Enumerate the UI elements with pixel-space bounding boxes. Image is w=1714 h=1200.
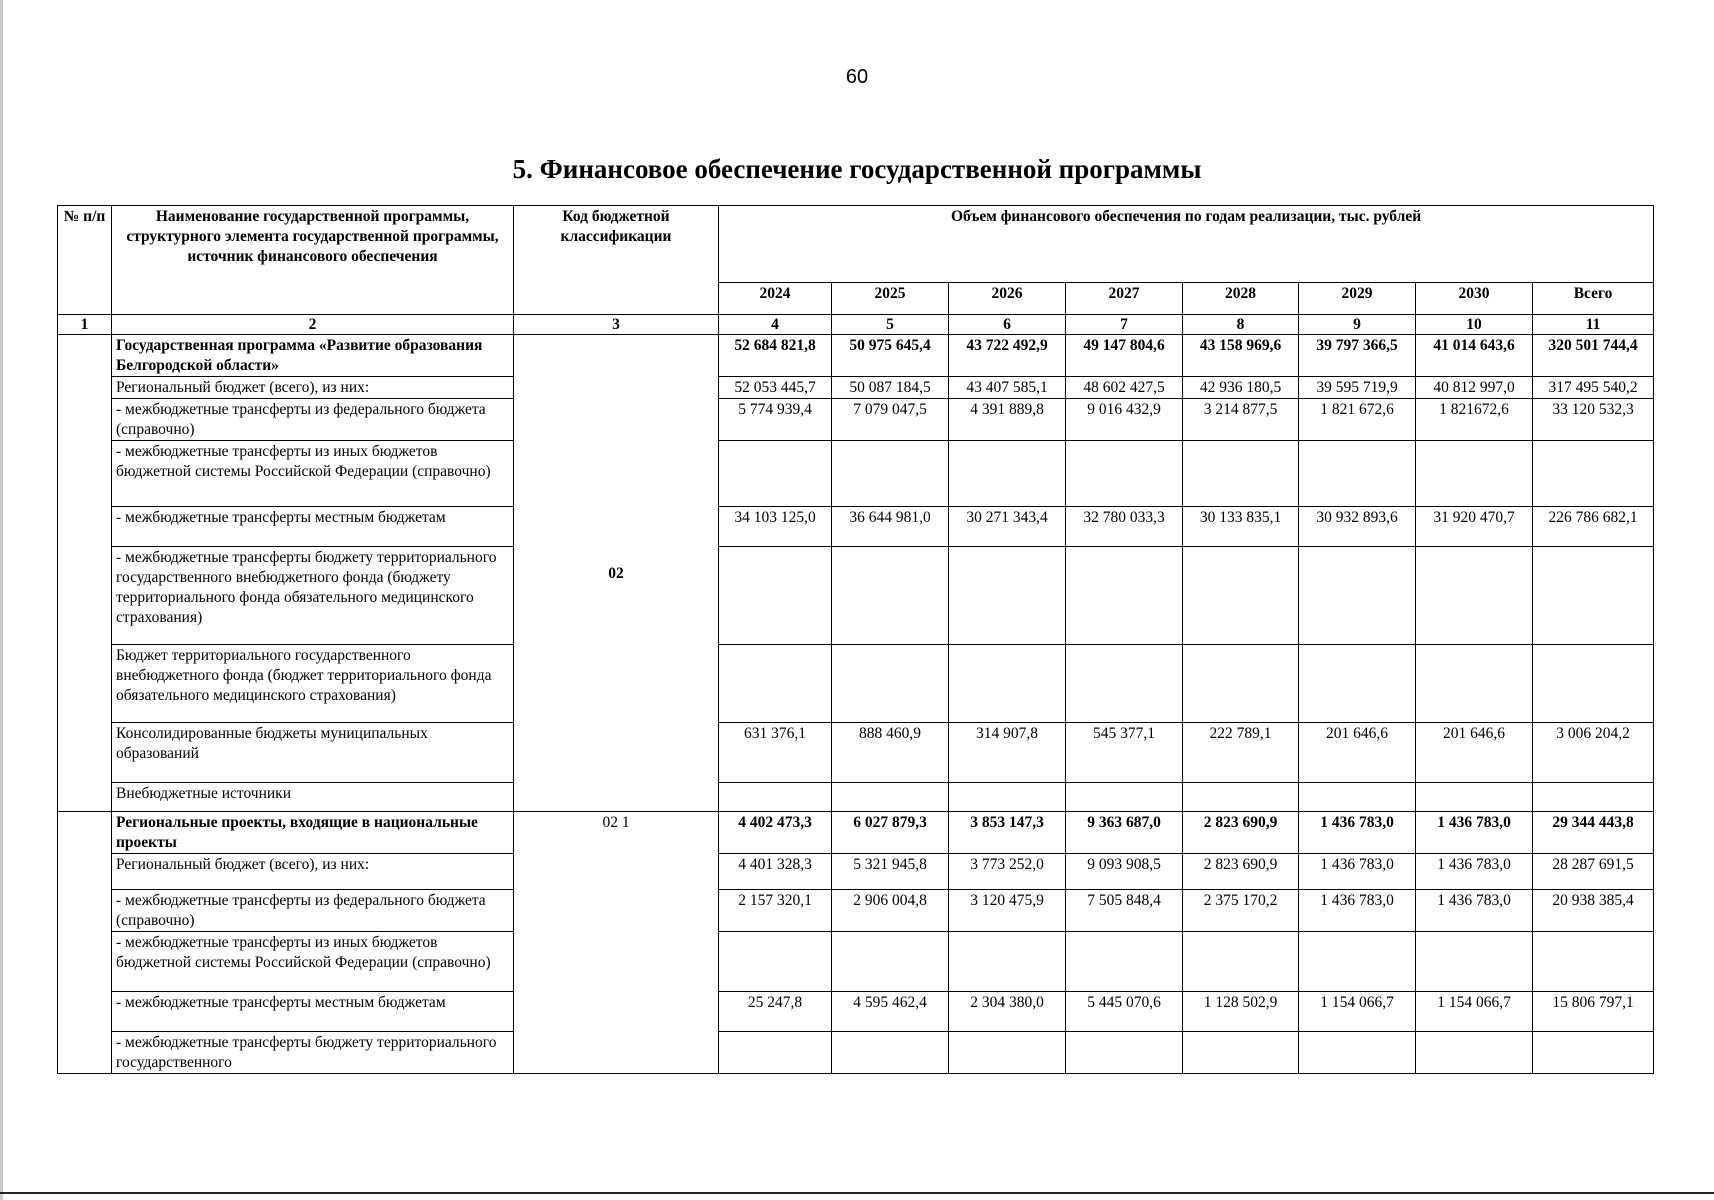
table-row <box>58 812 1654 854</box>
year-value: 201 646,6 <box>1416 723 1533 783</box>
year-value: 42 936 180,5 <box>1183 377 1299 399</box>
year-value <box>1416 783 1533 812</box>
column-index: 4 <box>719 315 832 335</box>
year-value <box>949 645 1066 723</box>
year-value: 4 595 462,4 <box>832 992 949 1032</box>
table-row <box>58 645 1654 723</box>
row-number-cell <box>58 812 112 1074</box>
year-value <box>1416 441 1533 507</box>
year-value: 1 436 783,0 <box>1416 890 1533 932</box>
column-index: 10 <box>1416 315 1533 335</box>
year-value: 30 932 893,6 <box>1299 507 1416 547</box>
year-value: 9 093 908,5 <box>1066 854 1183 890</box>
year-value: 222 789,1 <box>1183 723 1299 783</box>
total-value: 20 938 385,4 <box>1533 890 1654 932</box>
table-row <box>58 723 1654 783</box>
table-row <box>58 335 1654 377</box>
year-value: 3 853 147,3 <box>949 812 1066 854</box>
section-program <box>58 335 1654 812</box>
budget-code: 02 <box>514 335 719 812</box>
year-value: 9 016 432,9 <box>1066 399 1183 441</box>
year-value <box>1066 1032 1183 1074</box>
year-value: 1 128 502,9 <box>1183 992 1299 1032</box>
total-value <box>1533 1032 1654 1074</box>
total-value <box>1533 932 1654 992</box>
table-row <box>58 507 1654 547</box>
year-value <box>1416 645 1533 723</box>
year-value <box>1183 1032 1299 1074</box>
year-value <box>1299 441 1416 507</box>
source-name: Государственная программа «Развитие образования Белгородской области» <box>112 335 514 377</box>
year-value: 41 014 643,6 <box>1416 335 1533 377</box>
total-value: 320 501 744,4 <box>1533 335 1654 377</box>
source-name: Региональные проекты, входящие в национальные проекты <box>112 812 514 854</box>
year-value: 36 644 981,0 <box>832 507 949 547</box>
table-row <box>58 992 1654 1032</box>
year-value <box>949 547 1066 645</box>
year-value: 7 505 848,4 <box>1066 890 1183 932</box>
year-value: 1 436 783,0 <box>1299 812 1416 854</box>
year-value: 2 375 170,2 <box>1183 890 1299 932</box>
total-value: 317 495 540,2 <box>1533 377 1654 399</box>
column-index: 9 <box>1299 315 1416 335</box>
total-value: 15 806 797,1 <box>1533 992 1654 1032</box>
source-name: - межбюджетные трансферты бюджету территориального государственного <box>112 1032 514 1074</box>
header-volume: Объем финансового обеспечения по годам реализации, тыс. рублей <box>719 206 1654 283</box>
source-name: - межбюджетные трансферты местным бюджетам <box>112 992 514 1032</box>
year-value <box>832 645 949 723</box>
year-value: 43 722 492,9 <box>949 335 1066 377</box>
year-value: 2 823 690,9 <box>1183 854 1299 890</box>
table-row <box>58 377 1654 399</box>
header-code: Код бюджетной классификации <box>514 206 719 315</box>
year-value: 4 402 473,3 <box>719 812 832 854</box>
year-value: 1 154 066,7 <box>1416 992 1533 1032</box>
table-row <box>58 932 1654 992</box>
table-row <box>58 547 1654 645</box>
source-name: Региональный бюджет (всего), из них: <box>112 854 514 890</box>
total-value: 28 287 691,5 <box>1533 854 1654 890</box>
column-index: 11 <box>1533 315 1654 335</box>
row-number-cell <box>58 335 112 812</box>
year-value <box>832 547 949 645</box>
year-value: 39 595 719,9 <box>1299 377 1416 399</box>
source-name: Внебюджетные источники <box>112 783 514 812</box>
year-value: 3 773 252,0 <box>949 854 1066 890</box>
total-value <box>1533 547 1654 645</box>
year-value <box>719 645 832 723</box>
year-value: 7 079 047,5 <box>832 399 949 441</box>
year-value <box>719 441 832 507</box>
year-value: 3 120 475,9 <box>949 890 1066 932</box>
year-value: 34 103 125,0 <box>719 507 832 547</box>
table-row <box>58 783 1654 812</box>
header-total: Всего <box>1533 283 1654 315</box>
year-value: 52 684 821,8 <box>719 335 832 377</box>
header-year: 2029 <box>1299 283 1416 315</box>
source-name: - межбюджетные трансферты из иных бюджетов бюджетной системы Российской Федерации (справочно) <box>112 932 514 992</box>
year-value: 1 154 066,7 <box>1299 992 1416 1032</box>
year-value <box>1416 932 1533 992</box>
year-value <box>832 1032 949 1074</box>
year-value <box>1183 547 1299 645</box>
year-value <box>719 1032 832 1074</box>
year-value <box>1183 783 1299 812</box>
scan-bottom-edge <box>0 1192 1714 1194</box>
total-value: 3 006 204,2 <box>1533 723 1654 783</box>
year-value: 1 821 672,6 <box>1299 399 1416 441</box>
table-row <box>58 854 1654 890</box>
year-value: 40 812 997,0 <box>1416 377 1533 399</box>
year-value: 1 436 783,0 <box>1416 854 1533 890</box>
year-value: 2 157 320,1 <box>719 890 832 932</box>
header-name: Наименование государственной программы, структурного элемента государственной программы, источник финансового обеспечения <box>112 206 514 315</box>
source-name: Консолидированные бюджеты муниципальных образований <box>112 723 514 783</box>
year-value: 5 445 070,6 <box>1066 992 1183 1032</box>
year-value: 1 436 783,0 <box>1299 890 1416 932</box>
year-value: 49 147 804,6 <box>1066 335 1183 377</box>
year-value <box>832 783 949 812</box>
year-value <box>1183 932 1299 992</box>
year-value: 1 436 783,0 <box>1416 812 1533 854</box>
year-value <box>832 441 949 507</box>
total-value: 226 786 682,1 <box>1533 507 1654 547</box>
column-index: 2 <box>112 315 514 335</box>
source-name: - межбюджетные трансферты из иных бюджетов бюджетной системы Российской Федерации (справочно) <box>112 441 514 507</box>
source-name: - межбюджетные трансферты из федерального бюджета (справочно) <box>112 399 514 441</box>
year-value <box>1066 645 1183 723</box>
header-year: 2025 <box>832 283 949 315</box>
year-value: 2 906 004,8 <box>832 890 949 932</box>
total-value <box>1533 441 1654 507</box>
table-row <box>58 399 1654 441</box>
year-value: 32 780 033,3 <box>1066 507 1183 547</box>
year-value <box>1066 547 1183 645</box>
year-value: 2 823 690,9 <box>1183 812 1299 854</box>
year-value <box>719 547 832 645</box>
header-year: 2024 <box>719 283 832 315</box>
table-row <box>58 1032 1654 1074</box>
year-value <box>1183 645 1299 723</box>
year-value: 43 407 585,1 <box>949 377 1066 399</box>
year-value <box>1066 932 1183 992</box>
year-value <box>1066 441 1183 507</box>
source-name: Региональный бюджет (всего), из них: <box>112 377 514 399</box>
column-index: 1 <box>58 315 112 335</box>
year-value: 888 460,9 <box>832 723 949 783</box>
year-value: 201 646,6 <box>1299 723 1416 783</box>
year-value: 1 821672,6 <box>1416 399 1533 441</box>
page-title: 5. Финансовое обеспечение государственной программы <box>512 154 1202 184</box>
year-value: 39 797 366,5 <box>1299 335 1416 377</box>
section-regional-projects <box>58 812 1654 1074</box>
year-value <box>1299 645 1416 723</box>
header-year: 2027 <box>1066 283 1183 315</box>
year-value: 43 158 969,6 <box>1183 335 1299 377</box>
source-name: Бюджет территориального государственного внебюджетного фонда (бюджет территориального фонда обязательного медицинского страхования) <box>112 645 514 723</box>
year-value <box>949 1032 1066 1074</box>
total-value: 29 344 443,8 <box>1533 812 1654 854</box>
year-value <box>1299 547 1416 645</box>
column-index: 8 <box>1183 315 1299 335</box>
year-value <box>1416 1032 1533 1074</box>
year-value: 2 304 380,0 <box>949 992 1066 1032</box>
year-value <box>1183 441 1299 507</box>
year-value <box>949 932 1066 992</box>
source-name: - межбюджетные трансферты местным бюджетам <box>112 507 514 547</box>
financing-table <box>57 205 1654 1074</box>
year-value: 314 907,8 <box>949 723 1066 783</box>
column-index: 6 <box>949 315 1066 335</box>
column-index: 3 <box>514 315 719 335</box>
year-value <box>1299 932 1416 992</box>
total-value <box>1533 783 1654 812</box>
year-value: 31 920 470,7 <box>1416 507 1533 547</box>
year-value: 545 377,1 <box>1066 723 1183 783</box>
table-header <box>58 206 1654 335</box>
header-num: № п/п <box>58 206 112 315</box>
year-value <box>1416 547 1533 645</box>
source-name: - межбюджетные трансферты из федерального бюджета (справочно) <box>112 890 514 932</box>
year-value <box>949 783 1066 812</box>
year-value: 3 214 877,5 <box>1183 399 1299 441</box>
year-value: 30 271 343,4 <box>949 507 1066 547</box>
year-value <box>832 932 949 992</box>
year-value <box>719 932 832 992</box>
header-year: 2028 <box>1183 283 1299 315</box>
total-value: 33 120 532,3 <box>1533 399 1654 441</box>
header-year: 2026 <box>949 283 1066 315</box>
page-number: 60 <box>845 66 869 88</box>
year-value: 52 053 445,7 <box>719 377 832 399</box>
year-value: 9 363 687,0 <box>1066 812 1183 854</box>
year-value: 631 376,1 <box>719 723 832 783</box>
year-value: 25 247,8 <box>719 992 832 1032</box>
year-value: 6 027 879,3 <box>832 812 949 854</box>
year-value: 50 975 645,4 <box>832 335 949 377</box>
year-value <box>949 441 1066 507</box>
year-value: 48 602 427,5 <box>1066 377 1183 399</box>
year-value <box>1066 783 1183 812</box>
year-value: 5 774 939,4 <box>719 399 832 441</box>
budget-code: 02 1 <box>514 812 719 1074</box>
year-value <box>1299 1032 1416 1074</box>
table-row <box>58 890 1654 932</box>
year-value: 5 321 945,8 <box>832 854 949 890</box>
year-value: 4 401 328,3 <box>719 854 832 890</box>
column-index: 7 <box>1066 315 1183 335</box>
year-value: 4 391 889,8 <box>949 399 1066 441</box>
year-value: 30 133 835,1 <box>1183 507 1299 547</box>
total-value <box>1533 645 1654 723</box>
year-value <box>1299 783 1416 812</box>
column-index: 5 <box>832 315 949 335</box>
header-year: 2030 <box>1416 283 1533 315</box>
year-value: 50 087 184,5 <box>832 377 949 399</box>
year-value <box>719 783 832 812</box>
source-name: - межбюджетные трансферты бюджету территориального государственного внебюджетного фонда (бюджету территориального фонда обязательного медицинского страхования) <box>112 547 514 645</box>
table-row <box>58 441 1654 507</box>
year-value: 1 436 783,0 <box>1299 854 1416 890</box>
